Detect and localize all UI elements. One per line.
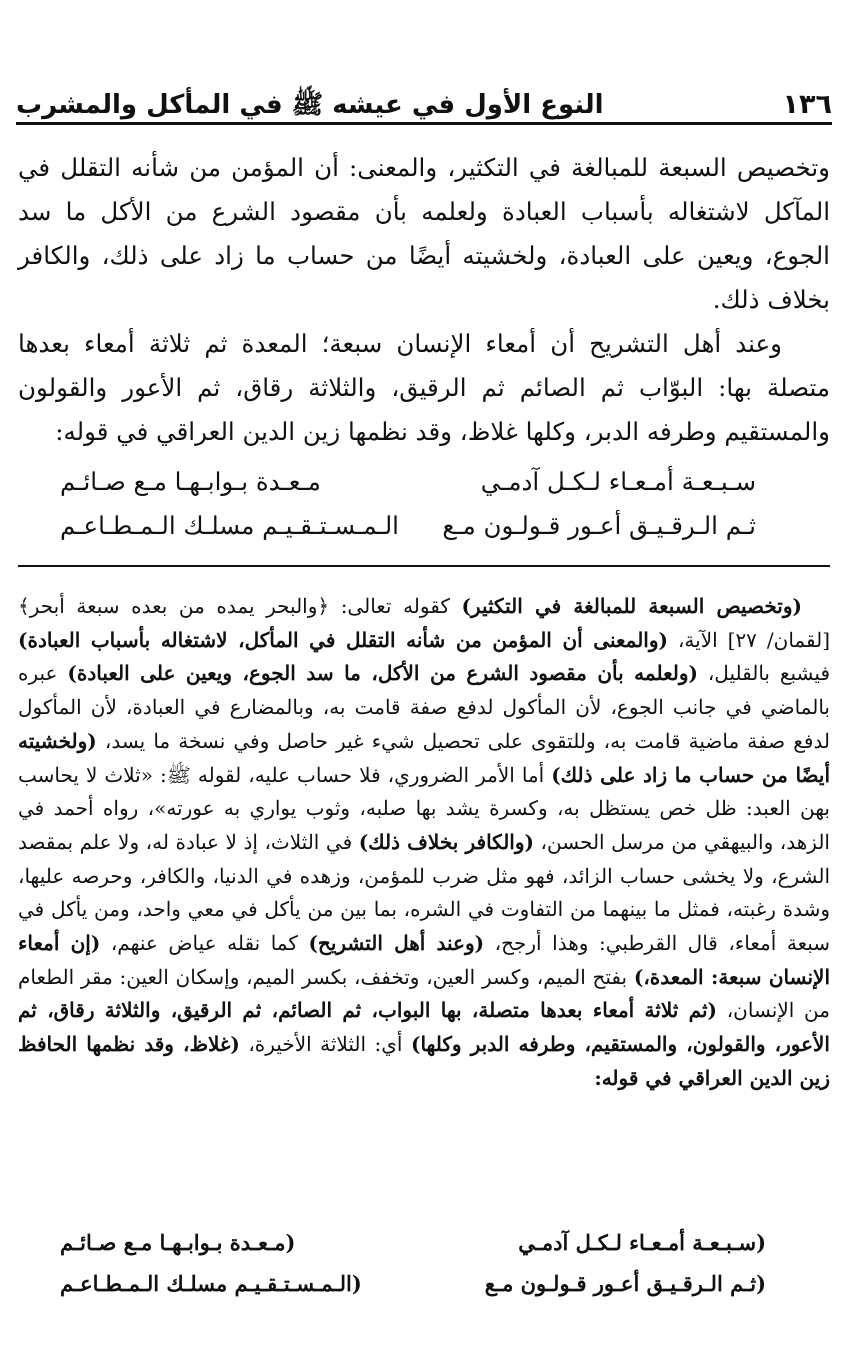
commentary-poem: [60, 1222, 766, 1304]
commentary-quote: (والكافر بخلاف ذلك): [358, 829, 534, 854]
poem-verse-1-first-hemistich: سـبـعـة أمـعـاء لـكـل آدمـي: [480, 467, 756, 496]
commentary-text: أما الأمر الضروري، فلا حساب عليه، لقوله ﷺ: «ثلاث لا يحاسب بهن العبد: ظل خص يستظل به، وكسرة يشد بها صلبه، وثوب يواري به عورته»، رواه أحمد في الزهد، والبيهقي من مرسل الحسن،: [18, 762, 830, 854]
commentary-quote: (إن أمعاء الإنسان سبعة: المعدة،): [18, 931, 830, 989]
commentary-poem-verse-1-first-hemistich: (سـبـعـة أمـعـاء لـكـل آدمـي: [518, 1230, 766, 1255]
commentary-poem-verse-2-first-hemistich: (ثـم الـرقـيـق أعـور قـولـون مـع: [484, 1271, 766, 1296]
page-header: [16, 78, 832, 122]
commentary-quote: (وعند أهل التشريح): [308, 931, 485, 956]
running-title: النوع الأول في عيشه ﷺ في المأكل والمشرب: [16, 90, 604, 120]
commentary-text: فيشبع بالقليل،: [697, 661, 830, 686]
poem-verse-2-first-hemistich: ثـم الـرقـيـق أعـور قـولـون مـع: [442, 511, 756, 540]
commentary-quote: (ولخشيته أيضًا من حساب ما زاد على ذلك): [18, 728, 831, 787]
page-number: ١٣٦: [782, 89, 832, 120]
commentary-quote: (وتخصيص السبعة للمبالغة في التكثير): [461, 594, 802, 618]
header-rule: [16, 122, 832, 125]
commentary-quote: (ثم ثلاثة أمعاء بعدها متصلة، بها البواب، ثم الصائم، ثم الرقيق، والثلاثة رقاق، ثم الأعور، والقولون، والمستقيم، وطرفه الدبر وكلها): [18, 998, 830, 1057]
poem-verse-1: [60, 460, 756, 504]
commentary-quote: (غلاظ، وقد نظمها الحافظ زين الدين العراقي في قوله:: [18, 1032, 830, 1090]
poem-verse-1-second-hemistich: مـعـدة بـوابـهـا مـع صـائـم: [60, 467, 321, 496]
commentary-poem-verse-1-second-hemistich: (مـعـدة بـوابـهـا مـع صـائـم: [60, 1230, 296, 1255]
poem-verse-2-second-hemistich: الـمـسـتـقـيـم مسلـك الـمـطـاعـم: [60, 511, 399, 540]
commentary-text: كما نقله عياض عنهم،: [100, 931, 309, 956]
commentary-text: كقوله تعالى: ﴿والبحر يمده من بعده سبعة أبحر﴾ [لقمان/ ٢٧] الآية،: [18, 594, 830, 652]
main-paragraph-1: وتخصيص السبعة للمبالغة في التكثير، والمعنى: أن المؤمن من شأنه التقلل في المآكل لاشتغاله بأسباب العبادة ولعلمه بأن مقصود الشرع من الأكل ما سد الجوع، ويعين على العبادة، ولخشيته أيضًا من حساب ما زاد على ذلك، والكافر بخلاف ذلك.: [18, 153, 830, 314]
main-text: [18, 146, 830, 454]
commentary-poem-verse-2-second-hemistich: (الـمـسـتـقـيـم مسلـك الـمـطـاعـم: [60, 1271, 362, 1296]
commentary-quote: (والمعنى أن المؤمن من شأنه التقلل في المأكل، لاشتغاله بأسباب العبادة): [18, 627, 668, 652]
poem-verse-2: [60, 504, 756, 548]
commentary-quote: (ولعلمه بأن مقصود الشرع من الأكل، ما سد الجوع، ويعين على العبادة): [67, 661, 698, 686]
commentary-text: في الثلاث، إذ لا عبادة له، ولا علم بمقصد الشرع، ولا يخشى حساب الزائد، فهو مثل ضرب للمؤمن، وزهده في الدنيا، والكافر، وحرصه عليها، وشدة رغبته، فمثل ما بينهما من التفاوت في الشره، بما بين من يأكل في معي واحد، ومن يأكل في سبعة أمعاء، قال القرطبي: وهذا أرجح،: [18, 829, 831, 956]
commentary: [18, 590, 830, 1096]
footnote-separator: [18, 565, 830, 567]
main-poem: [60, 460, 756, 548]
main-paragraph-2: وعند أهل التشريح أن أمعاء الإنسان سبعة؛ المعدة ثم ثلاثة أمعاء بعدها متصلة بها: البوّاب ثم الصائم ثم الرقيق، والثلاثة رقاق، ثم الأعور والقولون والمستقيم وطرفه الدبر، وكلها غلاظ، وقد نظمها زين الدين العراقي في قوله:: [18, 329, 830, 446]
commentary-paragraph: [18, 590, 830, 1096]
commentary-text: عبره بالماضي في جانب الجوع، لأن المأكول لدفع صفة قامت به، وبالمضارع في العبادة، لأن المأكول لدفع صفة ماضية قامت به، وللتقوى على تحصيل شيء غير حاصل وفي نسخة ما يسد،: [18, 661, 830, 753]
commentary-poem-verse-2: [60, 1263, 766, 1304]
commentary-poem-verse-1: [60, 1222, 766, 1263]
commentary-text: أي: الثلاثة الأخيرة،: [239, 1032, 411, 1057]
commentary-text: بفتح الميم، وكسر العين، وتخفف، بكسر الميم، وإسكان العين: مقر الطعام من الإنسان،: [18, 964, 830, 1023]
